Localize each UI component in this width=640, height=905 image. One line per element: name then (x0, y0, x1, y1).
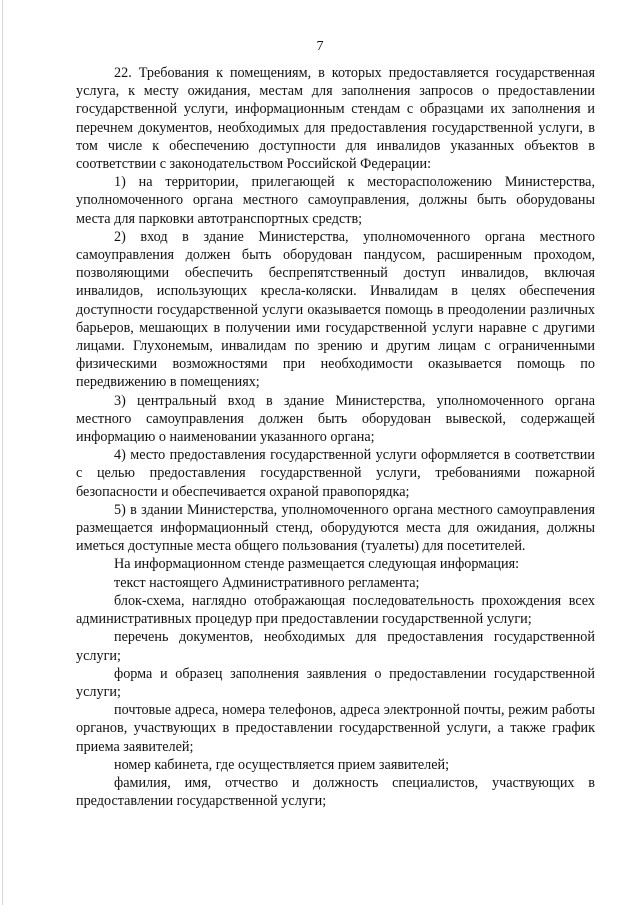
list-item-regulation-text: текст настоящего Административного регламента; (114, 574, 420, 591)
list-item-contacts-schedule: почтовые адреса, номера телефонов, адреса электронной почты, режим работы органов, участвующих в предоставлении государственной услуги, а также график приема заявителей; (76, 702, 595, 755)
paragraph-item-4-service-place: 4) место предоставления государственной услуги оформляется в соответствии с целью предоставления государственной услуги, требованиями пожарной безопасности и обеспечивается охраной правопорядка; (76, 447, 595, 500)
paragraph-item-1-parking: 1) на территории, прилегающей к месторасположению Министерства, уполномоченного органа местного самоуправления, должны быть оборудованы места для парковки автотранспортных средств; (76, 174, 595, 227)
paragraph-item-5-info-stand: 5) в здании Министерства, уполномоченного органа местного самоуправления размещается информационный стенд, оборудуются места для ожидания, должны иметься доступные места общего пользования (туалеты) для посетителей. (76, 501, 595, 555)
list-item-flowchart: блок-схема, наглядно отображающая последовательность прохождения всех административных процедур при предоставлении государственной услуги; (76, 592, 595, 628)
list-item-office-number: номер кабинета, где осуществляется прием заявителей; (114, 756, 450, 773)
scan-edge-line (2, 0, 3, 905)
paragraph-requirements-intro: 22. Требования к помещениям, в которых предоставляется государственная услуга, к месту ожидания, местам для заполнения запросов о предоставлении государственной услуги, информационным стендам с образцами их заполнения и перечнем документов, необходимых для предоставления государственной услуги, в том числе к обеспечению доступности для инвалидов указанных объектов в соответствии с законодательством Российской Федерации: (76, 65, 595, 173)
list-item-specialists: фамилия, имя, отчество и должность специалистов, участвующих в предоставлении государственной услуги; (76, 774, 595, 810)
paragraph-stand-info-heading: На информационном стенде размещается следующая информация: (114, 556, 520, 573)
list-item-application-form: форма и образец заполнения заявления о предоставлении государственной услуги; (76, 665, 595, 700)
page-number: 7 (316, 39, 324, 54)
list-item-documents-list: перечень документов, необходимых для предоставления государственной услуги; (76, 629, 595, 664)
document-body (76, 64, 595, 810)
paragraph-item-3-signboard: 3) центральный вход в здание Министерства, уполномоченного органа местного самоуправления должен быть оборудован вывеской, содержащей информацию о наименовании указанного органа; (76, 392, 595, 446)
paragraph-item-2-entrance: 2) вход в здание Министерства, уполномоченного органа местного самоуправления должен быть оборудован пандусом, расширенным проходом, позволяющими обеспечить беспрепятственный доступ инвалидов, включая инвалидов, использующих кресла-коляски. Инвалидам в целях обеспечения доступности государственной услуги оказывается помощь в преодолении различных барьеров, мешающих в получении ими государственной услуги наравне с другими лицами. Глухонемым, инвалидам по зрению и другим лицам с ограниченными физическими возможностями при необходимости оказывается помощь по передвижению в помещениях; (76, 228, 595, 391)
